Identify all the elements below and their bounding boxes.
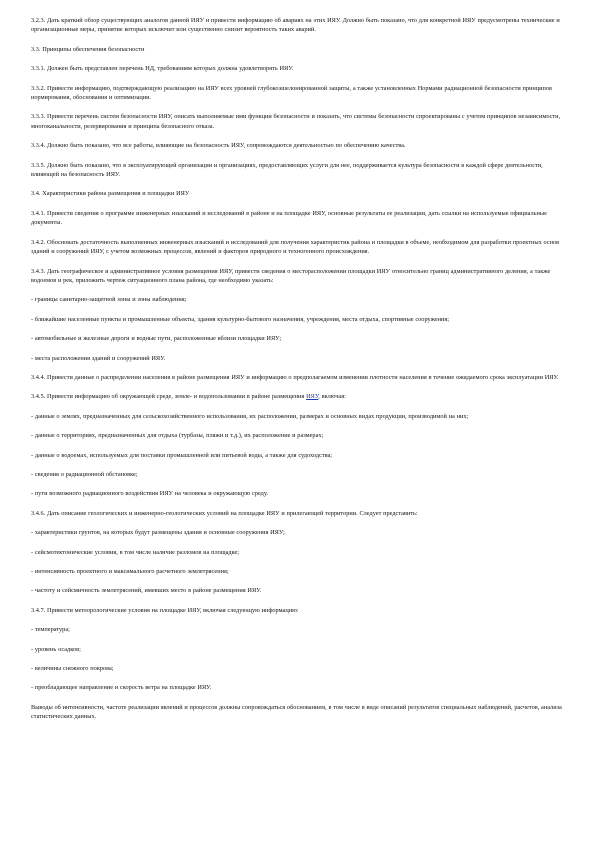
paragraph-3-4-5 xyxy=(31,392,569,401)
paragraph-3-3-2: 3.3.2. Привести информацию, подтверждающую реализацию на ИЯУ всех уровней глубокоэшелонированной защиты, а также установленных Нормами радиационной безопасности принципов нормирования, обоснования и оптимизации. xyxy=(31,84,552,102)
paragraph-3-3-4: 3.3.4. Должно быть показано, что все работы, влияющие на безопасность ИЯУ, сопровождаются деятельностью по обеспечению качества. xyxy=(31,142,406,150)
paragraph-3-4-5-text: 3.4.5. Привести информацию об окружающей среде, земле- и водопользовании в районе размещения xyxy=(31,393,307,401)
paragraph-3-2-3: 3.2.3. Дать краткий обзор существующих аналогов данной ИЯУ и привести информацию об авариях на этих ИЯУ. Должно быть показано, что для конкретной ИЯУ предусмотрены технические и организационные меры, принятие которых исключит или существенно снизит вероятность таких аварий. xyxy=(31,17,560,34)
list-item: - интенсивность проектного и максимального расчетного землетрясения; xyxy=(31,568,229,575)
list-item: - характеристики грунтов, на которых будут размещены здания и основные сооружения ИЯУ; xyxy=(31,529,285,537)
document-page xyxy=(31,16,569,732)
paragraph-3-4-6: 3.4.6. Дать описание геологических и инженерно-геологических условий на площадке ИЯУ и прилегающей территории. Следует представить: xyxy=(31,509,418,517)
paragraph-3-4-3: 3.4.3. Дать географическое и административное условия размещения ИЯУ, привести сведения о месторасположении площадки ИЯУ относительно границ административного деления, а также водоемов и рек, приложить чертеж ситуационного плана района, где необходимо указать: xyxy=(31,267,551,284)
list-item: - пути возможного радиационного воздействия ИЯУ на человека и окружающую среду. xyxy=(31,490,268,498)
list-item: - границы санитарно-защитной зоны и зоны наблюдения; xyxy=(31,296,187,304)
list-item: - данные о землях, предназначенных для сельскохозяйственного использования, их расположении, размерах и основных видах продукции, производимой на них; xyxy=(31,412,469,420)
list-item: - величины снежного покрова; xyxy=(31,665,114,673)
paragraph-3-4-2: 3.4.2. Обосновать достаточность выполненных инженерных изысканий и исследований для получения характеристик района и площадки в объеме, необходимом для разработки проектных основ зданий и сооружений ИЯУ, с учетом возможных процессов, явлений и факторов природного и техногенного происхождения. xyxy=(31,238,560,256)
list-item: - данные о водоемах, используемых для поставки промышленной или питьевой воды, а также для судоходства; xyxy=(31,451,333,459)
paragraph-conclusions: Выводы об интенсивности, частоте реализации явлений и процессов должны сопровождаться обоснованием, в том числе в виде описаний результатов специальных наблюдений, расчетов, анализа статистических данных. xyxy=(31,703,562,721)
paragraph-3-3-1: 3.3.1. Должен быть представлен перечень НД, требованиям которых должна удовлетворять ИЯУ. xyxy=(31,65,294,73)
paragraph-3-4-4: 3.4.4. Привести данные о распределении населения в районе размещения ИЯУ и информацию о предполагаемом изменении плотности населения в течение ожидаемого срока эксплуатации ИЯУ. xyxy=(31,373,559,381)
paragraph-3-4-7: 3.4.7. Привести метеорологические условия на площадке ИЯУ, включая следующую информацию: xyxy=(31,606,299,614)
list-item: - сведения о радиационной обстановке; xyxy=(31,470,138,478)
section-heading-3-3: 3.3. Принципы обеспечения безопасности xyxy=(31,45,145,53)
paragraph-3-4-5-suffix: , включая: xyxy=(318,393,346,401)
iyau-link[interactable]: ИЯУ xyxy=(306,393,319,401)
list-item: - температура; xyxy=(31,626,70,634)
list-item: - данные о территориях, предназначенных для отдыха (турбазы, пляжи и т.д.), их расположение и размерах; xyxy=(31,432,324,440)
list-item: - ближайшие населенные пункты и промышленные объекты, здания культурно-бытового назначения, учреждения, места отдыха, спортивные сооружения; xyxy=(31,315,450,323)
paragraph-3-4-1: 3.4.1. Привести сведения о программе инженерных изысканий и исследований в районе и на площадке ИЯУ, основные результаты ее реализации, дать ссылки на используемые официальные документы. xyxy=(31,209,547,227)
paragraph-3-3-5: 3.3.5. Должно быть показано, что в эксплуатирующей организации и организациях, предоставляющих услуги для нее, поддерживается культура безопасности в каждой сфере деятельности, влияющей на безопасность ИЯУ. xyxy=(31,161,543,179)
list-item: - преобладающее направление и скорость ветра на площадке ИЯУ. xyxy=(31,684,212,692)
paragraph-3-3-3: 3.3.3. Привести перечень систем безопасности ИЯУ, описать выполняемые ими функции безопасности и показать, что системы безопасности спроектированы с учетом принципов независимости, многоканальности, резервирования и принципа безопасного отказа. xyxy=(31,113,561,130)
list-item: - сейсмотектонические условия, в том числе наличие разломов на площадке; xyxy=(31,548,240,556)
list-item: - места расположения зданий и сооружений ИЯУ. xyxy=(31,354,166,362)
list-item: - частоту и сейсмичность землетрясений, имевших место в районе размещения ИЯУ. xyxy=(31,587,262,595)
list-item: - уровень осадков; xyxy=(31,645,81,653)
list-item: - автомобильные и железные дороги и водные пути, расположенные вблизи площадки ИЯУ; xyxy=(31,335,282,343)
section-heading-3-4: 3.4. Характеристики района размещения и площадки ИЯУ xyxy=(31,190,190,198)
